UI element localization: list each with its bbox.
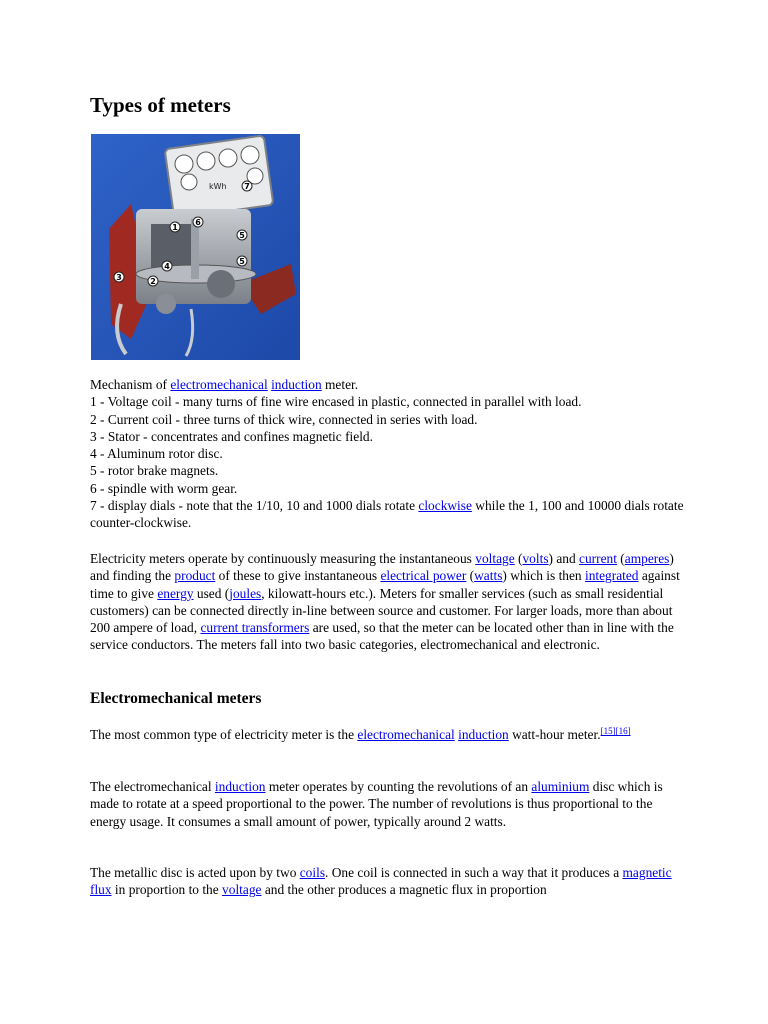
dial-label: kWh [209, 182, 227, 191]
marker-7 [242, 181, 252, 191]
marker-5b [237, 256, 247, 266]
link-watts[interactable]: watts [474, 568, 503, 584]
paragraph-common-type: The most common type of electricity meter is the electromechanical induction watt-hour meter.[15][16] [90, 726, 631, 742]
link-joules[interactable]: joules [229, 585, 262, 601]
citation-link[interactable]: [15] [600, 726, 616, 736]
caption-item: 7 - display dials - note that the 1/10, 10 and 1000 dials rotate clockwise while the 1, 100 and 10000 dials rotate counter-clockwise. [90, 498, 684, 531]
caption-item: 2 - Current coil - three turns of thick wire, connected in series with load. [90, 411, 478, 427]
svg-text:5: 5 [239, 257, 245, 266]
marker-2 [148, 276, 158, 286]
link-electromechanical[interactable]: electromechanical [170, 377, 268, 392]
link-electromechanical[interactable]: electromechanical [357, 727, 455, 742]
svg-text:7: 7 [244, 182, 250, 191]
paragraph-meter-operation: Electricity meters operate by continuously measuring the instantaneous voltage (volts) and current (amperes) and finding the product of these to give instantaneous electrical power (watts) which is then integrated against time to give energy used (joules, kilowatt-hours etc.). Meters for smaller services (such as small residential customers) can be connected directly in-line between source and customer. For larger loads, more than about 200 ampere of load, current transformers are used, so that the meter can be located other than in line with the service conductors. The meters fall into two basic categories, electromechanical and electronic. [90, 551, 680, 653]
caption-item: 5 - rotor brake magnets. [90, 463, 219, 479]
svg-text:2: 2 [150, 277, 156, 286]
link-integrated[interactable]: integrated [584, 568, 639, 584]
link-induction[interactable]: induction [271, 377, 322, 392]
caption-item: 6 - spindle with worm gear. [90, 480, 238, 496]
svg-text:1: 1 [172, 223, 178, 232]
link-magnetic-flux[interactable]: magnetic flux [90, 865, 672, 898]
svg-text:3: 3 [116, 273, 122, 282]
link-clockwise[interactable]: clockwise [418, 498, 472, 514]
svg-text:4: 4 [164, 262, 170, 271]
citation-link[interactable]: [16] [615, 726, 631, 736]
link-current[interactable]: current [579, 551, 617, 566]
caption-line: Mechanism of electromechanical induction meter. [90, 377, 359, 392]
marker-1 [170, 222, 180, 232]
link-product[interactable]: product [174, 568, 216, 584]
svg-text:6: 6 [195, 218, 201, 227]
link-voltage[interactable]: voltage [222, 882, 262, 898]
link-amperes[interactable]: amperes [624, 551, 670, 566]
link-electrical-power[interactable]: electrical power [380, 568, 467, 584]
link-energy[interactable]: energy [157, 585, 194, 601]
link-aluminium[interactable]: aluminium [531, 779, 590, 794]
display-dials [165, 135, 274, 218]
link-induction[interactable]: induction [214, 779, 266, 794]
caption-item: 4 - Aluminum rotor disc. [90, 446, 223, 462]
marker-3 [114, 272, 124, 282]
paragraph-induction-meter: The electromechanical induction meter operates by counting the revolutions of an aluminium disc which is made to rotate at a speed proportional to the power. The number of revolutions is thus proportional to the energy usage. It consumes a small amount of power, typically around 2 watts. [90, 779, 663, 829]
page-title: Types of meters [90, 93, 231, 117]
link-volts[interactable]: volts [522, 551, 549, 566]
section-heading: Electromechanical meters [90, 690, 262, 707]
marker-5a [237, 230, 247, 240]
link-current-transformers[interactable]: current transformers [200, 620, 310, 636]
caption-item: 3 - Stator - concentrates and confines magnetic field. [90, 428, 373, 444]
meter-mechanism-photo [91, 134, 300, 360]
paragraph-metallic-disc: The metallic disc is acted upon by two coils. One coil is connected in such a way that it produces a magnetic flux in proportion to the voltage and the other produces a magnetic flux in proportion [90, 865, 672, 898]
marker-4 [162, 261, 172, 271]
link-voltage[interactable]: voltage [475, 551, 515, 566]
image-caption [90, 376, 690, 532]
link-induction[interactable]: induction [458, 727, 509, 742]
svg-text:5: 5 [239, 231, 245, 240]
caption-item: 1 - Voltage coil - many turns of fine wire encased in plastic, connected in parallel with load. [90, 394, 582, 410]
link-coils[interactable]: coils [299, 865, 326, 880]
marker-6 [193, 217, 203, 227]
